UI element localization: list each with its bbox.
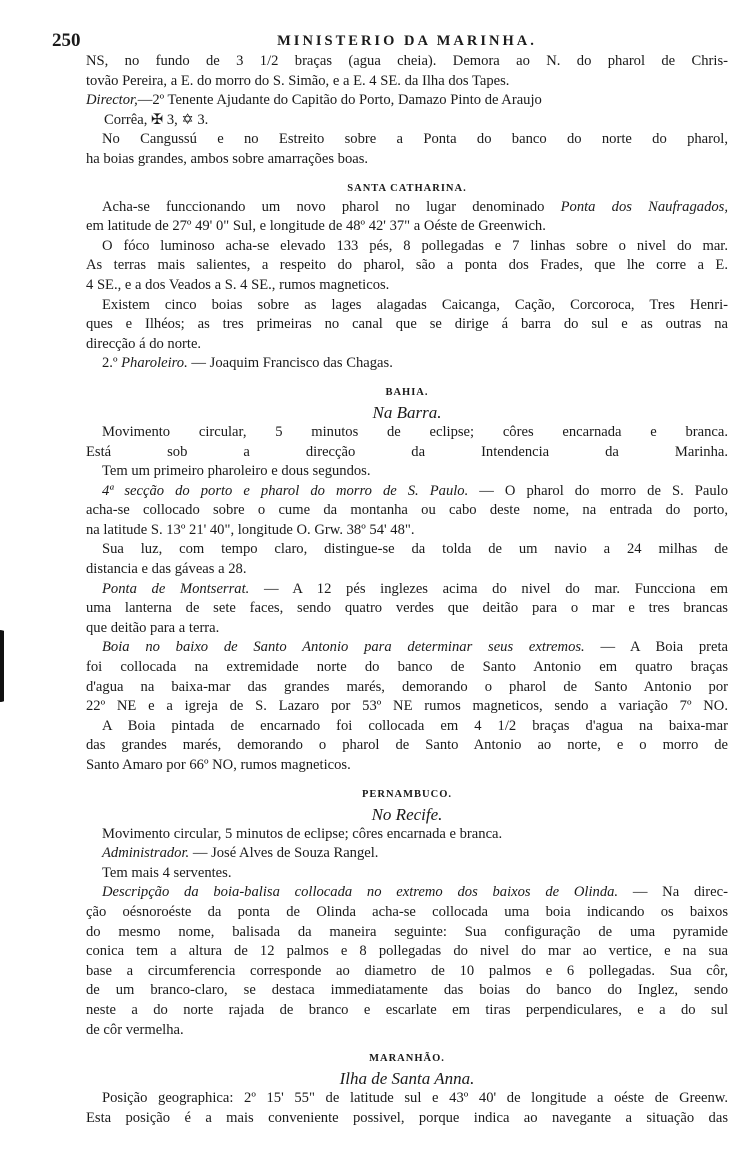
line-text: ques e Ilhéos; as tres primeiras no canal que se dirige á barra do sul e as outras na xyxy=(86,316,728,333)
line-text: de côr vermelha. xyxy=(86,1021,184,1038)
line-text: —2º Tenente Ajudante do Capitão do Porto, Damazo Pinto de Araujo xyxy=(137,92,542,109)
text-line xyxy=(86,52,728,72)
text-line xyxy=(86,443,728,463)
text-line xyxy=(86,217,728,237)
section-subheading: Ilha de Santa Anna. xyxy=(339,1069,475,1089)
italic-lead: Descripção da boia-balisa collocada no extremo dos baixos de Olinda. xyxy=(102,884,619,901)
line-text: 2.º xyxy=(102,355,122,372)
line-text: do mesmo nome, balisada da maneira seguinte: Sua configuração de uma pyramide xyxy=(86,923,728,940)
text-line xyxy=(86,962,728,982)
paragraph xyxy=(86,423,728,462)
text-line xyxy=(86,923,728,943)
italic-lead: Administrador. xyxy=(102,845,190,862)
paragraph xyxy=(86,1089,728,1128)
text-line xyxy=(86,638,728,658)
line-text: d'agua na baixa-mar das grandes marés, demorando o pharol de Santo Antonio por xyxy=(86,678,728,695)
line-text: 22º NE e a igreja de S. Lazaro por 53º NE rumos magneticos, sendo a variação 7º NO. xyxy=(86,698,728,715)
line-text: Sua luz, com tempo claro, distingue-se da tolda de um navio a 24 milhas de xyxy=(102,541,728,558)
line-text: Posição geographica: 2º 15' 55" de latitude sul e 43º 40' de longitude a oéste de Greenw. xyxy=(102,1090,728,1107)
paragraph xyxy=(86,462,728,482)
text-line xyxy=(86,717,728,737)
text-line xyxy=(86,864,728,884)
text-line xyxy=(86,540,728,560)
text-line xyxy=(86,354,728,374)
text-line xyxy=(86,72,728,92)
paragraph xyxy=(86,844,728,864)
text-line xyxy=(86,580,728,600)
italic-lead: Boia no baixo de Santo Antonio para determinar seus extremos. xyxy=(102,639,585,656)
paragraph xyxy=(86,130,728,169)
line-text: NS, no fundo de 3 1/2 braças (agua cheia). Demora ao N. do pharol de Chris- xyxy=(86,53,728,69)
line-text: distancia e das gáveas a 28. xyxy=(86,561,247,578)
text-line xyxy=(86,883,728,903)
text-line xyxy=(86,1021,728,1041)
section-subheading: Na Barra. xyxy=(372,402,442,422)
paragraph xyxy=(86,540,728,579)
line-text: Esta posição é a mais conveniente possivel, porque indica ao navegante a situação das xyxy=(86,1109,728,1126)
line-text: base a circumferencia corresponde ao diametro de 10 palmos e 6 pollegadas. Sua côr, xyxy=(86,962,728,979)
text-line xyxy=(86,256,728,276)
scan-edge-mark xyxy=(0,630,10,702)
text-line xyxy=(86,599,728,619)
paragraph xyxy=(86,354,728,374)
text-line xyxy=(86,423,728,443)
line-text: — A Boia preta xyxy=(584,639,728,656)
text-line xyxy=(86,756,728,776)
line-text: A Boia pintada de encarnado foi collocada em 4 1/2 braças d'agua na baixa-mar xyxy=(102,717,728,734)
line-text: Movimento circular, 5 minutos de eclipse; côres encarnada e branca. xyxy=(102,423,728,440)
line-text: No Cangussú e no Estreito sobre a Ponta do banco do norte do pharol, xyxy=(102,131,728,148)
paragraph xyxy=(86,111,728,131)
page-number: 250 xyxy=(52,30,81,51)
section-heading: BAHIA. xyxy=(385,386,429,398)
paragraph xyxy=(86,638,728,716)
page-header xyxy=(52,30,728,52)
text-line xyxy=(86,844,728,864)
document-page xyxy=(52,30,728,1128)
paragraph xyxy=(86,237,728,296)
italic-lead: 4ª secção do porto e pharol do morro de S. Paulo. xyxy=(102,482,469,499)
line-text: de um branco-claro, se destaca immediatamente das boias do banco do Inglez, sendo xyxy=(86,982,728,999)
line-text: acha-se collocado sobre o cume da montanha ou cabo deste nome, na entrada do porto, xyxy=(86,502,728,519)
line-text: — Na direc- xyxy=(618,884,728,901)
line-text: — Joaquim Francisco das Chagas. xyxy=(187,355,393,372)
text-line xyxy=(86,678,728,698)
text-line xyxy=(86,462,728,482)
section-heading: MARANHÃO. xyxy=(369,1053,445,1065)
text-line xyxy=(86,1109,728,1129)
line-text: na latitude S. 13º 21' 40", longitude O. Grw. 38º 54' 48". xyxy=(86,521,415,538)
text-line xyxy=(86,130,728,150)
line-text: O fóco luminoso acha-se elevado 133 pés, 8 pollegadas e 7 linhas sobre o nivel do mar. xyxy=(102,237,728,254)
section-subheading: No Recife. xyxy=(371,804,443,824)
text-line xyxy=(86,736,728,756)
text-line xyxy=(86,697,728,717)
text-line xyxy=(86,619,728,639)
text-line xyxy=(86,825,728,845)
line-text: foi collocada na extremidade norte do banco de Santo Antonio em quatro braças xyxy=(86,659,728,676)
italic-lead: Ponta de Montserrat. xyxy=(102,580,250,597)
text-line xyxy=(86,335,728,355)
line-text: Corrêa, ✠ 3, ✡ 3. xyxy=(104,111,209,128)
text-line xyxy=(86,91,728,111)
line-text: Está sob a direcção da Intendencia da Marinha. xyxy=(86,443,728,460)
text-line xyxy=(86,315,728,335)
line-text: das grandes marés, demorando o pharol de Santo Antonio ao norte, e o morro de xyxy=(86,737,728,754)
line-text: — José Alves de Souza Rangel. xyxy=(189,845,379,862)
paragraph xyxy=(86,296,728,355)
paragraph xyxy=(86,482,728,541)
line-text: ção oésnoroéste da ponta de Olinda acha-se collocada uma boia indicando os baixos xyxy=(86,903,728,920)
italic-text: Ponta dos Naufragados, xyxy=(560,198,728,215)
paragraph xyxy=(86,580,728,639)
line-text: 4 SE., e a dos Veados a S. 4 SE., rumos magneticos. xyxy=(86,276,390,293)
line-text: — O pharol do morro de S. Paulo xyxy=(468,482,728,499)
paragraph xyxy=(86,825,728,845)
text-line xyxy=(86,296,728,316)
text-line xyxy=(86,521,728,541)
line-text: Santo Amaro por 66º NO, rumos magneticos. xyxy=(86,757,351,773)
line-text: — A 12 pés inglezes acima do nivel do mar. Funcciona em xyxy=(249,580,728,597)
line-text: em latitude de 27º 49' 0" Sul, e longitude de 48º 42' 37" a Oéste de Greenwich. xyxy=(86,218,546,235)
paragraph xyxy=(86,883,728,1040)
paragraph xyxy=(86,91,728,111)
text-line xyxy=(86,198,728,218)
text-line xyxy=(86,1001,728,1021)
text-line xyxy=(86,560,728,580)
paragraph xyxy=(86,198,728,237)
text-line xyxy=(86,276,728,296)
line-text: conica tem a altura de 12 palmos e 8 pollegadas do nivel do mar ao vertice, e na sua xyxy=(86,943,728,960)
line-text: neste a do norte rajada de branco e escarlate em tiras perpendiculares, e a do sul xyxy=(86,1001,728,1018)
section-heading: PERNAMBUCO. xyxy=(361,788,453,800)
line-text: tovão Pereira, a E. do morro do S. Simão, e a E. 4 SE. da Ilha dos Tapes. xyxy=(86,72,510,89)
line-text: direcção á do norte. xyxy=(86,335,202,352)
line-text: uma lanterna de sete faces, sendo quatro verdes que deitão para o mar e tres brancas xyxy=(86,600,728,617)
text-line xyxy=(86,237,728,257)
text-line xyxy=(86,1089,728,1109)
text-line xyxy=(86,658,728,678)
text-line xyxy=(86,903,728,923)
line-text: que deitão para a terra. xyxy=(86,619,220,636)
line-text: Existem cinco boias sobre as lages alagadas Caicanga, Cação, Corcoroca, Tres Henri- xyxy=(102,296,728,313)
paragraph xyxy=(86,717,728,776)
text-line xyxy=(86,981,728,1001)
page-body xyxy=(86,52,728,1128)
text-line xyxy=(86,942,728,962)
paragraph xyxy=(86,864,728,884)
text-line xyxy=(86,482,728,502)
text-line xyxy=(86,111,728,131)
text-line xyxy=(86,150,728,170)
italic-text: Pharoleiro. xyxy=(121,355,188,372)
line-text: Tem um primeiro pharoleiro e dous segundos. xyxy=(102,463,371,480)
section-heading: SANTA CATHARINA. xyxy=(347,182,467,194)
line-text: Tem mais 4 serventes. xyxy=(102,864,232,881)
running-title: MINISTERIO DA MARINHA. xyxy=(277,33,537,49)
line-text: ha boias grandes, ambos sobre amarrações boas. xyxy=(86,150,369,167)
italic-lead: Director, xyxy=(86,92,138,109)
text-line xyxy=(86,501,728,521)
paragraph xyxy=(86,52,728,91)
line-text: As terras mais salientes, a respeito do pharol, são a ponta dos Frades, que lhe corre a E. xyxy=(86,257,728,274)
line-text: Acha-se funccionando um novo pharol no lugar denominado xyxy=(102,198,561,215)
line-text: Movimento circular, 5 minutos de eclipse; côres encarnada e branca. xyxy=(102,825,503,842)
